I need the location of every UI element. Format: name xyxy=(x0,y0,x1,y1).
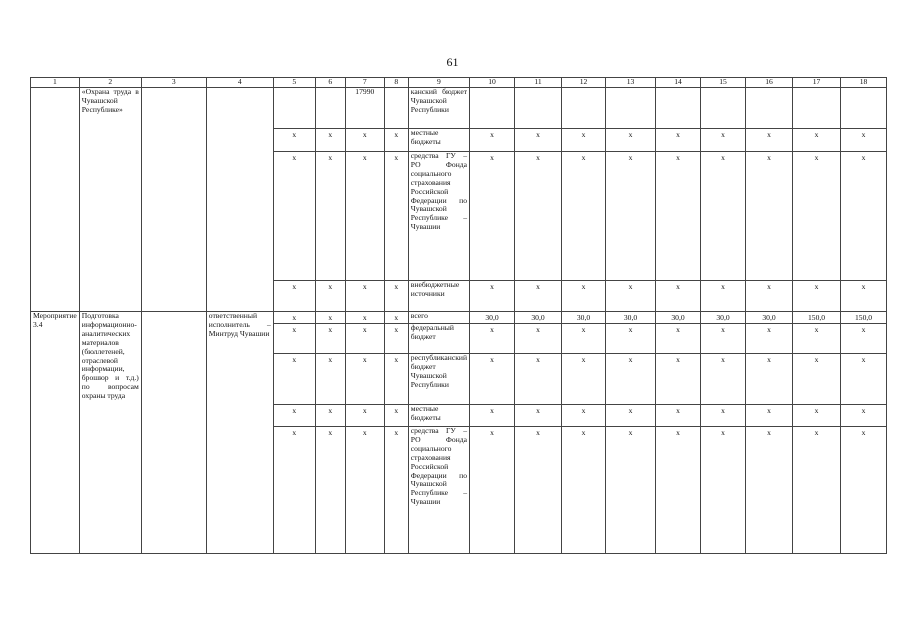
code-cell: x xyxy=(384,405,408,427)
code-cell: x xyxy=(345,312,384,324)
code-cell: x xyxy=(315,427,345,554)
funding-source-cell: средства ГУ – РО Фонда социального страхования Российской Федерации по Чувашской Республике – Чувашии xyxy=(408,427,469,554)
value-cell: x xyxy=(701,129,746,152)
column-number: 14 xyxy=(656,78,701,88)
event-cell xyxy=(31,88,80,312)
column-number: 13 xyxy=(606,78,656,88)
column-number: 18 xyxy=(841,78,887,88)
value-cell: x xyxy=(841,427,887,554)
value-cell: x xyxy=(701,405,746,427)
funding-source-cell: местные бюджеты xyxy=(408,405,469,427)
code-cell: 17990 xyxy=(345,88,384,129)
value-cell: x xyxy=(515,324,562,354)
value-cell xyxy=(701,88,746,129)
table-row xyxy=(31,88,887,129)
value-cell: x xyxy=(470,152,515,281)
funding-source-cell: канский бюджет Чувашской Республики xyxy=(408,88,469,129)
value-cell: x xyxy=(606,427,656,554)
code-cell: x xyxy=(273,405,315,427)
code-cell: x xyxy=(273,427,315,554)
value-cell: x xyxy=(515,129,562,152)
column-number: 1 xyxy=(31,78,80,88)
value-cell: x xyxy=(606,354,656,405)
value-cell: x xyxy=(656,427,701,554)
value-cell: x xyxy=(470,129,515,152)
value-cell: x xyxy=(746,152,793,281)
value-cell: x xyxy=(470,354,515,405)
value-cell: x xyxy=(793,324,841,354)
value-cell: x xyxy=(562,405,606,427)
funding-source-cell: местные бюджеты xyxy=(408,129,469,152)
value-cell: x xyxy=(701,354,746,405)
value-cell xyxy=(656,88,701,129)
empty-cell xyxy=(141,312,206,554)
code-cell: x xyxy=(273,129,315,152)
code-cell: x xyxy=(345,281,384,312)
column-number: 17 xyxy=(793,78,841,88)
value-cell: x xyxy=(515,354,562,405)
column-number: 8 xyxy=(384,78,408,88)
value-cell: x xyxy=(606,405,656,427)
code-cell: x xyxy=(384,427,408,554)
page-number: 61 xyxy=(446,55,459,69)
executor-cell: ответственный исполнитель – Минтруд Чувашии xyxy=(206,312,273,554)
value-cell: x xyxy=(562,324,606,354)
value-cell: x xyxy=(656,129,701,152)
value-cell: x xyxy=(515,405,562,427)
value-cell: x xyxy=(746,281,793,312)
value-cell: x xyxy=(656,152,701,281)
event-cell: Мероприятие 3.4 xyxy=(31,312,80,554)
code-cell: x xyxy=(345,152,384,281)
code-cell: x xyxy=(315,152,345,281)
funding-source-cell: внебюджетные источники xyxy=(408,281,469,312)
column-number: 2 xyxy=(79,78,141,88)
column-number: 12 xyxy=(562,78,606,88)
value-cell: x xyxy=(746,427,793,554)
value-cell: x xyxy=(606,152,656,281)
value-cell: x xyxy=(701,152,746,281)
code-cell: x xyxy=(384,129,408,152)
value-cell: x xyxy=(793,405,841,427)
value-cell: x xyxy=(841,324,887,354)
event-name-cell: Подготовка информационно-аналитических материалов (бюллетеней, отраслевой информации, брошюр и т.д.) по вопросам охраны труда xyxy=(79,312,141,554)
value-cell: 30,0 xyxy=(606,312,656,324)
code-cell: x xyxy=(315,312,345,324)
code-cell: x xyxy=(345,129,384,152)
value-cell: x xyxy=(656,324,701,354)
value-cell: x xyxy=(841,152,887,281)
value-cell: 30,0 xyxy=(562,312,606,324)
code-cell: x xyxy=(315,354,345,405)
column-number: 6 xyxy=(315,78,345,88)
funding-source-cell: всего xyxy=(408,312,469,324)
value-cell: x xyxy=(793,152,841,281)
value-cell: 30,0 xyxy=(470,312,515,324)
column-number: 10 xyxy=(470,78,515,88)
value-cell xyxy=(470,88,515,129)
value-cell: x xyxy=(470,281,515,312)
value-cell: x xyxy=(793,281,841,312)
code-cell: x xyxy=(273,312,315,324)
code-cell xyxy=(315,88,345,129)
value-cell: x xyxy=(515,427,562,554)
value-cell: x xyxy=(606,324,656,354)
column-number: 5 xyxy=(273,78,315,88)
value-cell: x xyxy=(606,129,656,152)
value-cell: 30,0 xyxy=(701,312,746,324)
value-cell: x xyxy=(656,405,701,427)
value-cell: x xyxy=(793,354,841,405)
value-cell: x xyxy=(562,152,606,281)
code-cell: x xyxy=(273,324,315,354)
code-cell: x xyxy=(315,129,345,152)
code-cell: x xyxy=(345,405,384,427)
value-cell: x xyxy=(841,405,887,427)
column-number: 4 xyxy=(206,78,273,88)
code-cell: x xyxy=(315,405,345,427)
value-cell: x xyxy=(470,427,515,554)
value-cell: 150,0 xyxy=(841,312,887,324)
value-cell: x xyxy=(841,129,887,152)
value-cell: x xyxy=(701,324,746,354)
value-cell: x xyxy=(606,281,656,312)
column-number: 7 xyxy=(345,78,384,88)
code-cell: x xyxy=(345,427,384,554)
value-cell: x xyxy=(841,281,887,312)
code-cell: x xyxy=(273,281,315,312)
value-cell: x xyxy=(701,427,746,554)
funding-source-cell: средства ГУ – РО Фонда социального страхования Российской Федерации по Чувашской Республике – Чувашии xyxy=(408,152,469,281)
value-cell: x xyxy=(562,281,606,312)
code-cell xyxy=(384,88,408,129)
program-name-cell: «Охрана труда в Чувашской Республике» xyxy=(79,88,141,312)
value-cell: x xyxy=(562,354,606,405)
code-cell: x xyxy=(273,152,315,281)
value-cell: x xyxy=(746,354,793,405)
value-cell: x xyxy=(515,152,562,281)
value-cell xyxy=(746,88,793,129)
value-cell: x xyxy=(515,281,562,312)
empty-cell xyxy=(141,88,206,312)
program-table xyxy=(30,77,887,554)
value-cell: x xyxy=(470,324,515,354)
value-cell xyxy=(841,88,887,129)
value-cell: x xyxy=(656,281,701,312)
code-cell: x xyxy=(315,324,345,354)
column-number: 16 xyxy=(746,78,793,88)
code-cell: x xyxy=(384,312,408,324)
value-cell: 30,0 xyxy=(656,312,701,324)
value-cell: 30,0 xyxy=(515,312,562,324)
funding-source-cell: федеральный бюджет xyxy=(408,324,469,354)
value-cell: x xyxy=(656,354,701,405)
value-cell: x xyxy=(793,129,841,152)
column-number: 9 xyxy=(408,78,469,88)
value-cell: x xyxy=(562,129,606,152)
header-row xyxy=(31,78,887,88)
value-cell xyxy=(793,88,841,129)
value-cell: x xyxy=(793,427,841,554)
value-cell xyxy=(562,88,606,129)
code-cell: x xyxy=(345,324,384,354)
code-cell: x xyxy=(315,281,345,312)
code-cell xyxy=(273,88,315,129)
value-cell: x xyxy=(841,354,887,405)
funding-source-cell: республиканский бюджет Чувашской Республики xyxy=(408,354,469,405)
table-row xyxy=(31,312,887,324)
value-cell: x xyxy=(746,405,793,427)
column-number: 15 xyxy=(701,78,746,88)
code-cell: x xyxy=(384,354,408,405)
value-cell xyxy=(606,88,656,129)
code-cell: x xyxy=(384,324,408,354)
code-cell: x xyxy=(384,152,408,281)
value-cell: x xyxy=(746,129,793,152)
code-cell: x xyxy=(273,354,315,405)
value-cell: 30,0 xyxy=(746,312,793,324)
value-cell: x xyxy=(701,281,746,312)
column-number: 3 xyxy=(141,78,206,88)
value-cell xyxy=(515,88,562,129)
value-cell: x xyxy=(562,427,606,554)
executor-cell xyxy=(206,88,273,312)
column-number: 11 xyxy=(515,78,562,88)
code-cell: x xyxy=(384,281,408,312)
value-cell: x xyxy=(470,405,515,427)
code-cell: x xyxy=(345,354,384,405)
value-cell: 150,0 xyxy=(793,312,841,324)
value-cell: x xyxy=(746,324,793,354)
